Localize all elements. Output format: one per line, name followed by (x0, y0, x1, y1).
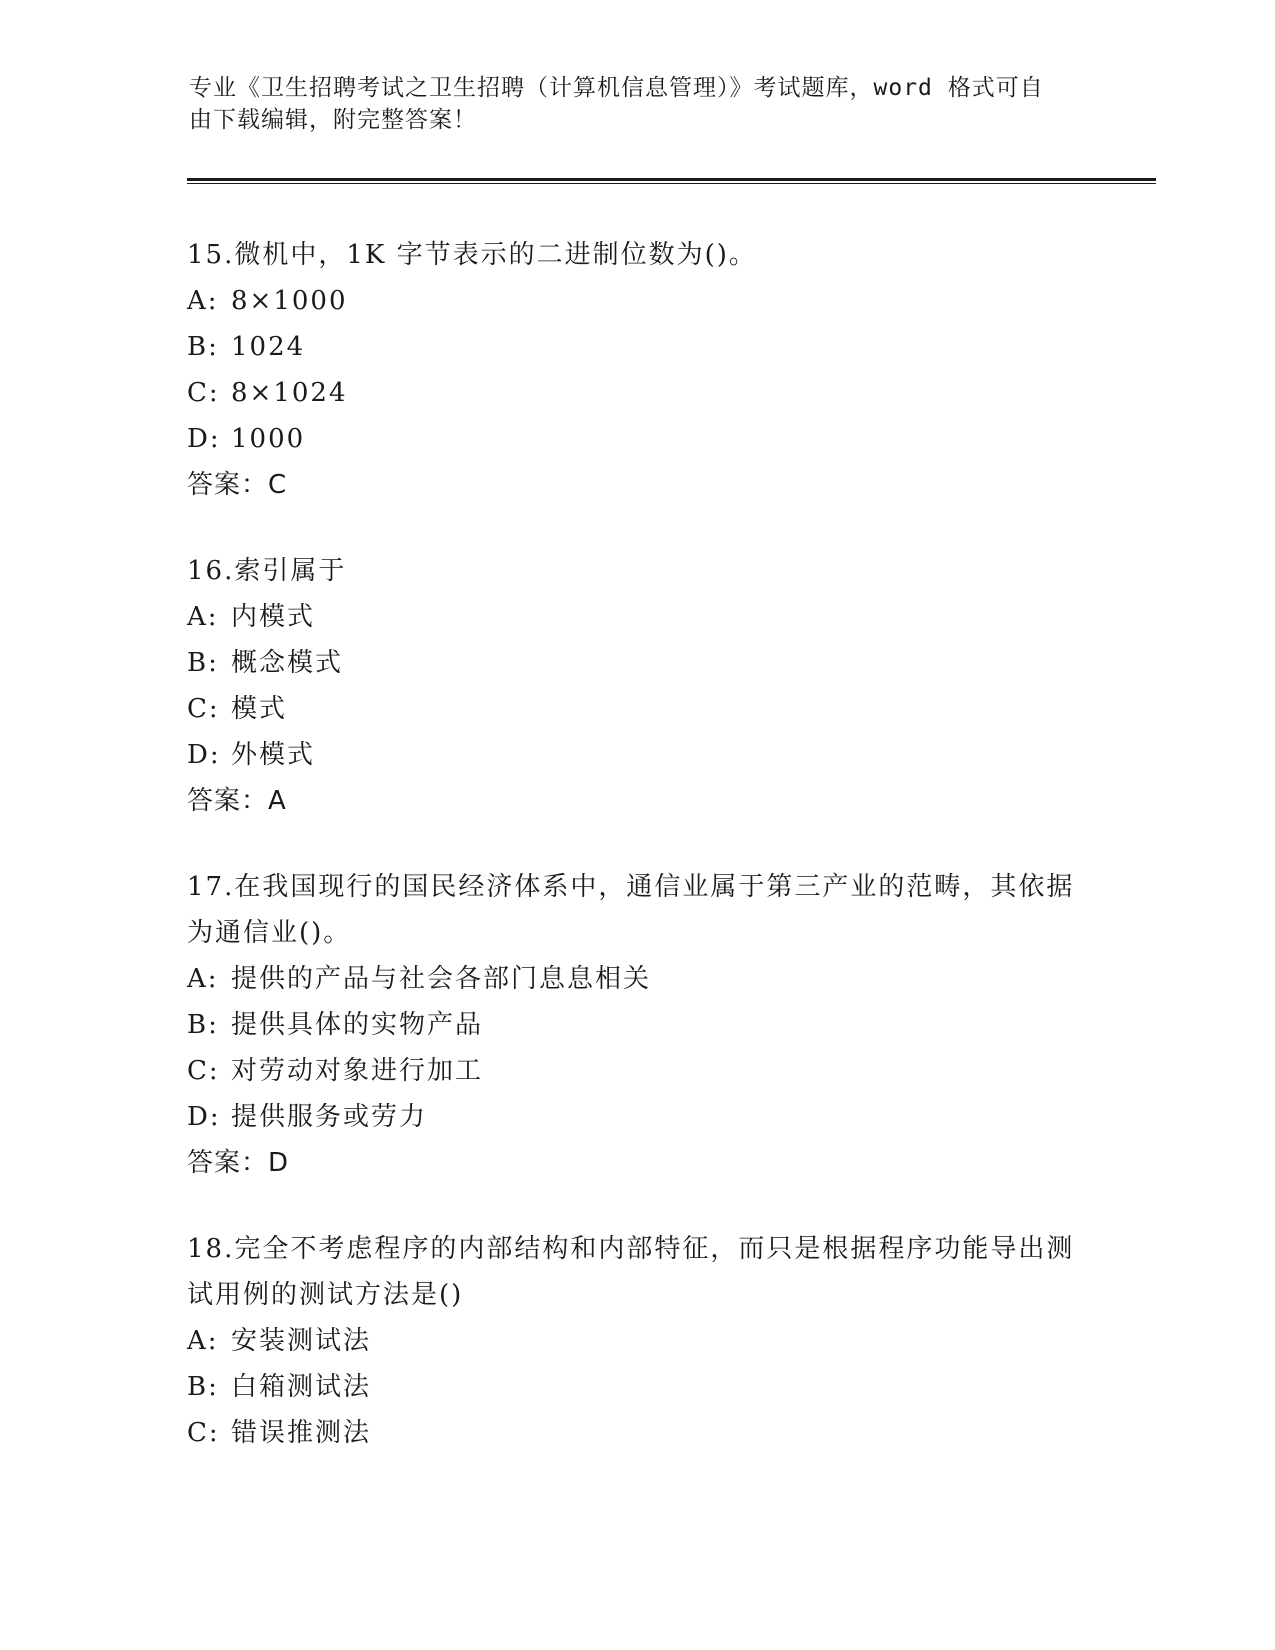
option-b (187, 640, 1087, 686)
question-stem: 15.微机中，1K 字节表示的二进制位数为()。 (187, 240, 757, 270)
option-a (187, 278, 1087, 324)
option-b (187, 1364, 1087, 1410)
option-c (187, 1410, 1087, 1456)
question-stem: 18.完全不考虑程序的内部结构和内部特征，而只是根据程序功能导出测试用例的测试方法是() (187, 1234, 1075, 1310)
option-letter: C: (187, 1418, 220, 1448)
option-text: 提供服务或劳力 (231, 1102, 428, 1132)
option-d (187, 1094, 1087, 1140)
option-text: 概念模式 (231, 648, 344, 678)
question-15 (187, 232, 1087, 508)
question-16 (187, 548, 1087, 824)
option-letter: B: (187, 1372, 219, 1402)
option-text: 提供具体的实物产品 (231, 1010, 484, 1040)
option-letter: A: (187, 286, 219, 316)
option-letter: D: (187, 740, 221, 770)
question-list (187, 232, 1087, 1496)
question-stem: 17.在我国现行的国民经济体系中，通信业属于第三产业的范畴，其依据为通信业()。 (187, 872, 1075, 948)
option-letter: A: (187, 964, 219, 994)
option-a (187, 1318, 1087, 1364)
question-17 (187, 864, 1087, 1186)
option-c (187, 370, 1087, 416)
option-letter: C: (187, 378, 220, 408)
answer-line: 答案：A (187, 786, 287, 816)
option-text: 提供的产品与社会各部门息息相关 (231, 964, 652, 994)
option-letter: A: (187, 602, 219, 632)
option-b (187, 1002, 1087, 1048)
header-line-2: 由下载编辑，附完整答案！ (189, 107, 477, 133)
option-letter: D: (187, 1102, 221, 1132)
option-letter: C: (187, 1056, 220, 1086)
option-d (187, 732, 1087, 778)
option-d (187, 416, 1087, 462)
option-text: 8×1000 (231, 286, 348, 316)
option-letter: B: (187, 1010, 219, 1040)
option-letter: A: (187, 1326, 219, 1356)
answer-line: 答案：D (187, 1148, 290, 1178)
option-c (187, 686, 1087, 732)
option-text: 8×1024 (231, 378, 348, 408)
option-text: 外模式 (231, 740, 316, 770)
option-text: 对劳动对象进行加工 (231, 1056, 484, 1086)
question-18 (187, 1226, 1087, 1456)
option-letter: B: (187, 648, 219, 678)
option-text: 错误推测法 (231, 1418, 372, 1448)
option-text: 安装测试法 (231, 1326, 372, 1356)
header-divider-thin (187, 183, 1156, 184)
option-letter: C: (187, 694, 220, 724)
option-a (187, 956, 1087, 1002)
option-text: 内模式 (231, 602, 316, 632)
option-text: 模式 (231, 694, 288, 724)
question-stem: 16.索引属于 (187, 556, 347, 586)
answer-line: 答案：C (187, 470, 288, 500)
option-c (187, 1048, 1087, 1094)
header-line-1: 专业《卫生招聘考试之卫生招聘（计算机信息管理）》考试题库，word 格式可自 (189, 75, 1044, 101)
option-letter: D: (187, 424, 221, 454)
option-text: 白箱测试法 (231, 1372, 372, 1402)
header-divider-thick (187, 178, 1156, 181)
option-a (187, 594, 1087, 640)
option-text: 1000 (231, 424, 306, 454)
option-text: 1024 (231, 332, 306, 362)
option-b (187, 324, 1087, 370)
document-header (189, 72, 1069, 136)
option-letter: B: (187, 332, 219, 362)
